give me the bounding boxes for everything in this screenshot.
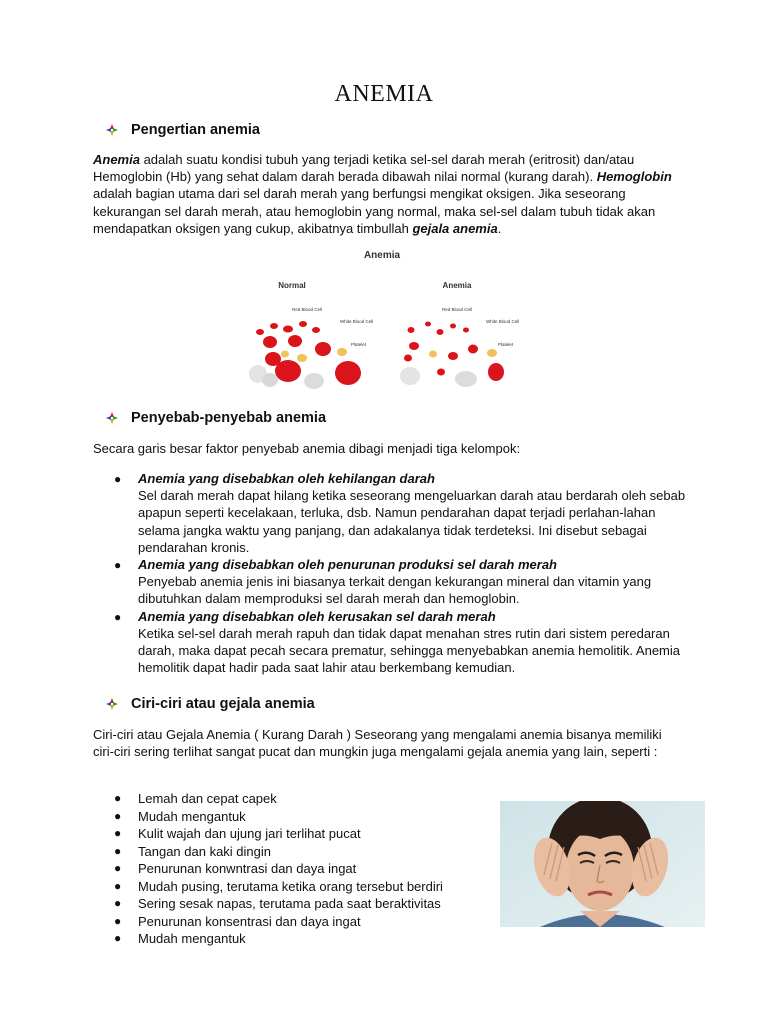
heading-definition bbox=[105, 121, 260, 139]
multicolor-arrow-bullet-icon bbox=[105, 123, 119, 137]
heading-definition-label: Pengertian anemia bbox=[131, 122, 260, 138]
anemia-cells bbox=[400, 322, 504, 388]
anemia-blood-cells-figure bbox=[248, 246, 524, 394]
figure-title: Anemia bbox=[363, 250, 401, 261]
list-item: ● Kulit wajah dan ujung jari terlihat pucat bbox=[114, 826, 361, 841]
heading-causes-label: Penyebab-penyebab anemia bbox=[131, 410, 327, 426]
list-item: ● Penurunan konsentrasi dan daya ingat bbox=[114, 913, 361, 929]
list-item: ● Anemia yang disebabkan oleh penurunan produksi sel darah merah Penyebab anemia jenis ini biasanya terkait dengan kekurangan mineral dan vitamin yang dibutuhkan dalam memproduksi sel darah merah dan hemoglobin. bbox=[114, 557, 652, 607]
causes-intro: Secara garis besar faktor penyebab anemia dibagi menjadi tiga kelompok: bbox=[93, 441, 521, 456]
bullet-dot-icon: ● bbox=[114, 931, 122, 945]
figure-label-wbc-right: White Blood Cell bbox=[486, 319, 520, 324]
bullet-dot-icon: ● bbox=[114, 843, 122, 858]
figure-label-platelet-right: Platelet bbox=[498, 342, 514, 347]
definition-paragraph bbox=[93, 151, 683, 237]
list-item: ● Lemah dan cepat capek bbox=[114, 791, 277, 806]
body-text: . bbox=[497, 220, 502, 236]
list-item: ● Tangan dan kaki dingin bbox=[114, 843, 271, 859]
body-text: adalah bagian utama dari sel darah merah yang berfungsi mengikat oksigen. Jika seseorang kekurangan sel darah merah, atau hemoglobin yang normal, maka sel-sel dalam tubuh tidak akan mendapatkan oksigen yang cukup, akibatnya timbullah bbox=[93, 186, 656, 236]
symptoms-intro: Ciri-ciri atau Gejala Anemia ( Kurang Darah ) Seseorang yang mengalami anemia bisanya memiliki ciri-ciri sering terlihat sangat pucat dan mungkin juga mengalami gejala anemia yang lain, seperti : bbox=[93, 727, 662, 760]
figure-label-wbc-left: White Blood Cell bbox=[340, 319, 374, 324]
multicolor-arrow-bullet-icon bbox=[105, 411, 119, 425]
bullet-dot-icon: ● bbox=[114, 808, 122, 823]
heading-causes bbox=[105, 409, 326, 427]
bullet-dot-icon: ● bbox=[114, 826, 122, 840]
emphasis-text: Anemia bbox=[93, 152, 140, 167]
bullet-dot-icon: ● bbox=[114, 913, 122, 928]
figure-label-platelet-left: Platelet bbox=[351, 342, 367, 347]
emphasis-text: gejala anemia bbox=[412, 220, 498, 236]
figure-label-anemia: Anemia bbox=[442, 281, 472, 290]
heading-symptoms bbox=[105, 695, 315, 713]
bullet-dot-icon: ● bbox=[114, 896, 122, 910]
bullet-dot-icon: ● bbox=[114, 558, 122, 573]
figure-label-rbc-left: Red Blood Cell bbox=[292, 307, 323, 312]
bullet-dot-icon: ● bbox=[114, 609, 122, 624]
heading-symptoms-label: Ciri-ciri atau gejala anemia bbox=[131, 696, 315, 712]
list-item: ● Mudah mengantuk bbox=[114, 808, 246, 824]
list-item: ● Anemia yang disebabkan oleh kerusakan sel darah merah Ketika sel-sel darah merah rapuh dan tidak dapat menahan stres rutin dari sistem peredaran darah, maka dapat pecah secara prematur, sehingga menyebabkan anemia hemolitik. Anemia hemolitik dapat hadir pada saat lahir atau berkembang kemudian. bbox=[114, 608, 680, 676]
page-title: ANEMIA bbox=[334, 81, 434, 107]
bullet-dot-icon: ● bbox=[114, 861, 122, 875]
list-item: ● Sering sesak napas, terutama pada saat beraktivitas bbox=[114, 896, 441, 911]
bullet-dot-icon: ● bbox=[114, 791, 122, 805]
list-item: ● Mudah mengantuk bbox=[114, 931, 246, 946]
body-text: adalah suatu kondisi tubuh yang terjadi ketika sel-sel darah merah (eritrosit) dan/atau Hemoglobin (Hb) yang sehat dalam darah berada dibawah nilai normal (kurang darah). bbox=[93, 152, 635, 185]
headache-woman-photo bbox=[500, 801, 705, 927]
list-item: ● Mudah pusing, terutama ketika orang tersebut berdiri bbox=[114, 878, 443, 894]
emphasis-text: Hemoglobin bbox=[596, 169, 672, 185]
bullet-dot-icon: ● bbox=[114, 472, 122, 486]
figure-label-rbc-right: Red Blood Cell bbox=[442, 307, 473, 312]
list-item: ● Penurunan konwntrasi dan daya ingat bbox=[114, 861, 357, 876]
multicolor-arrow-bullet-icon bbox=[105, 697, 119, 711]
normal-cells bbox=[249, 321, 361, 389]
symptoms-list bbox=[110, 790, 490, 948]
bullet-dot-icon: ● bbox=[114, 878, 122, 893]
list-item: ● Anemia yang disebabkan oleh kehilangan darah Sel darah merah dapat hilang ketika seseorang mengeluarkan darah atau berdarah oleh sebab apapun seperti kecelakaan, terluka, dsb. Namun pendarahan dapat terjadi perlahan-lahan selama jangka waktu yang panjang, dan adakalanya tidak terdeteksi. Ini disebut sebagai pendarahan kronis. bbox=[114, 471, 686, 555]
figure-label-normal: Normal bbox=[278, 281, 306, 290]
causes-list bbox=[110, 470, 700, 676]
